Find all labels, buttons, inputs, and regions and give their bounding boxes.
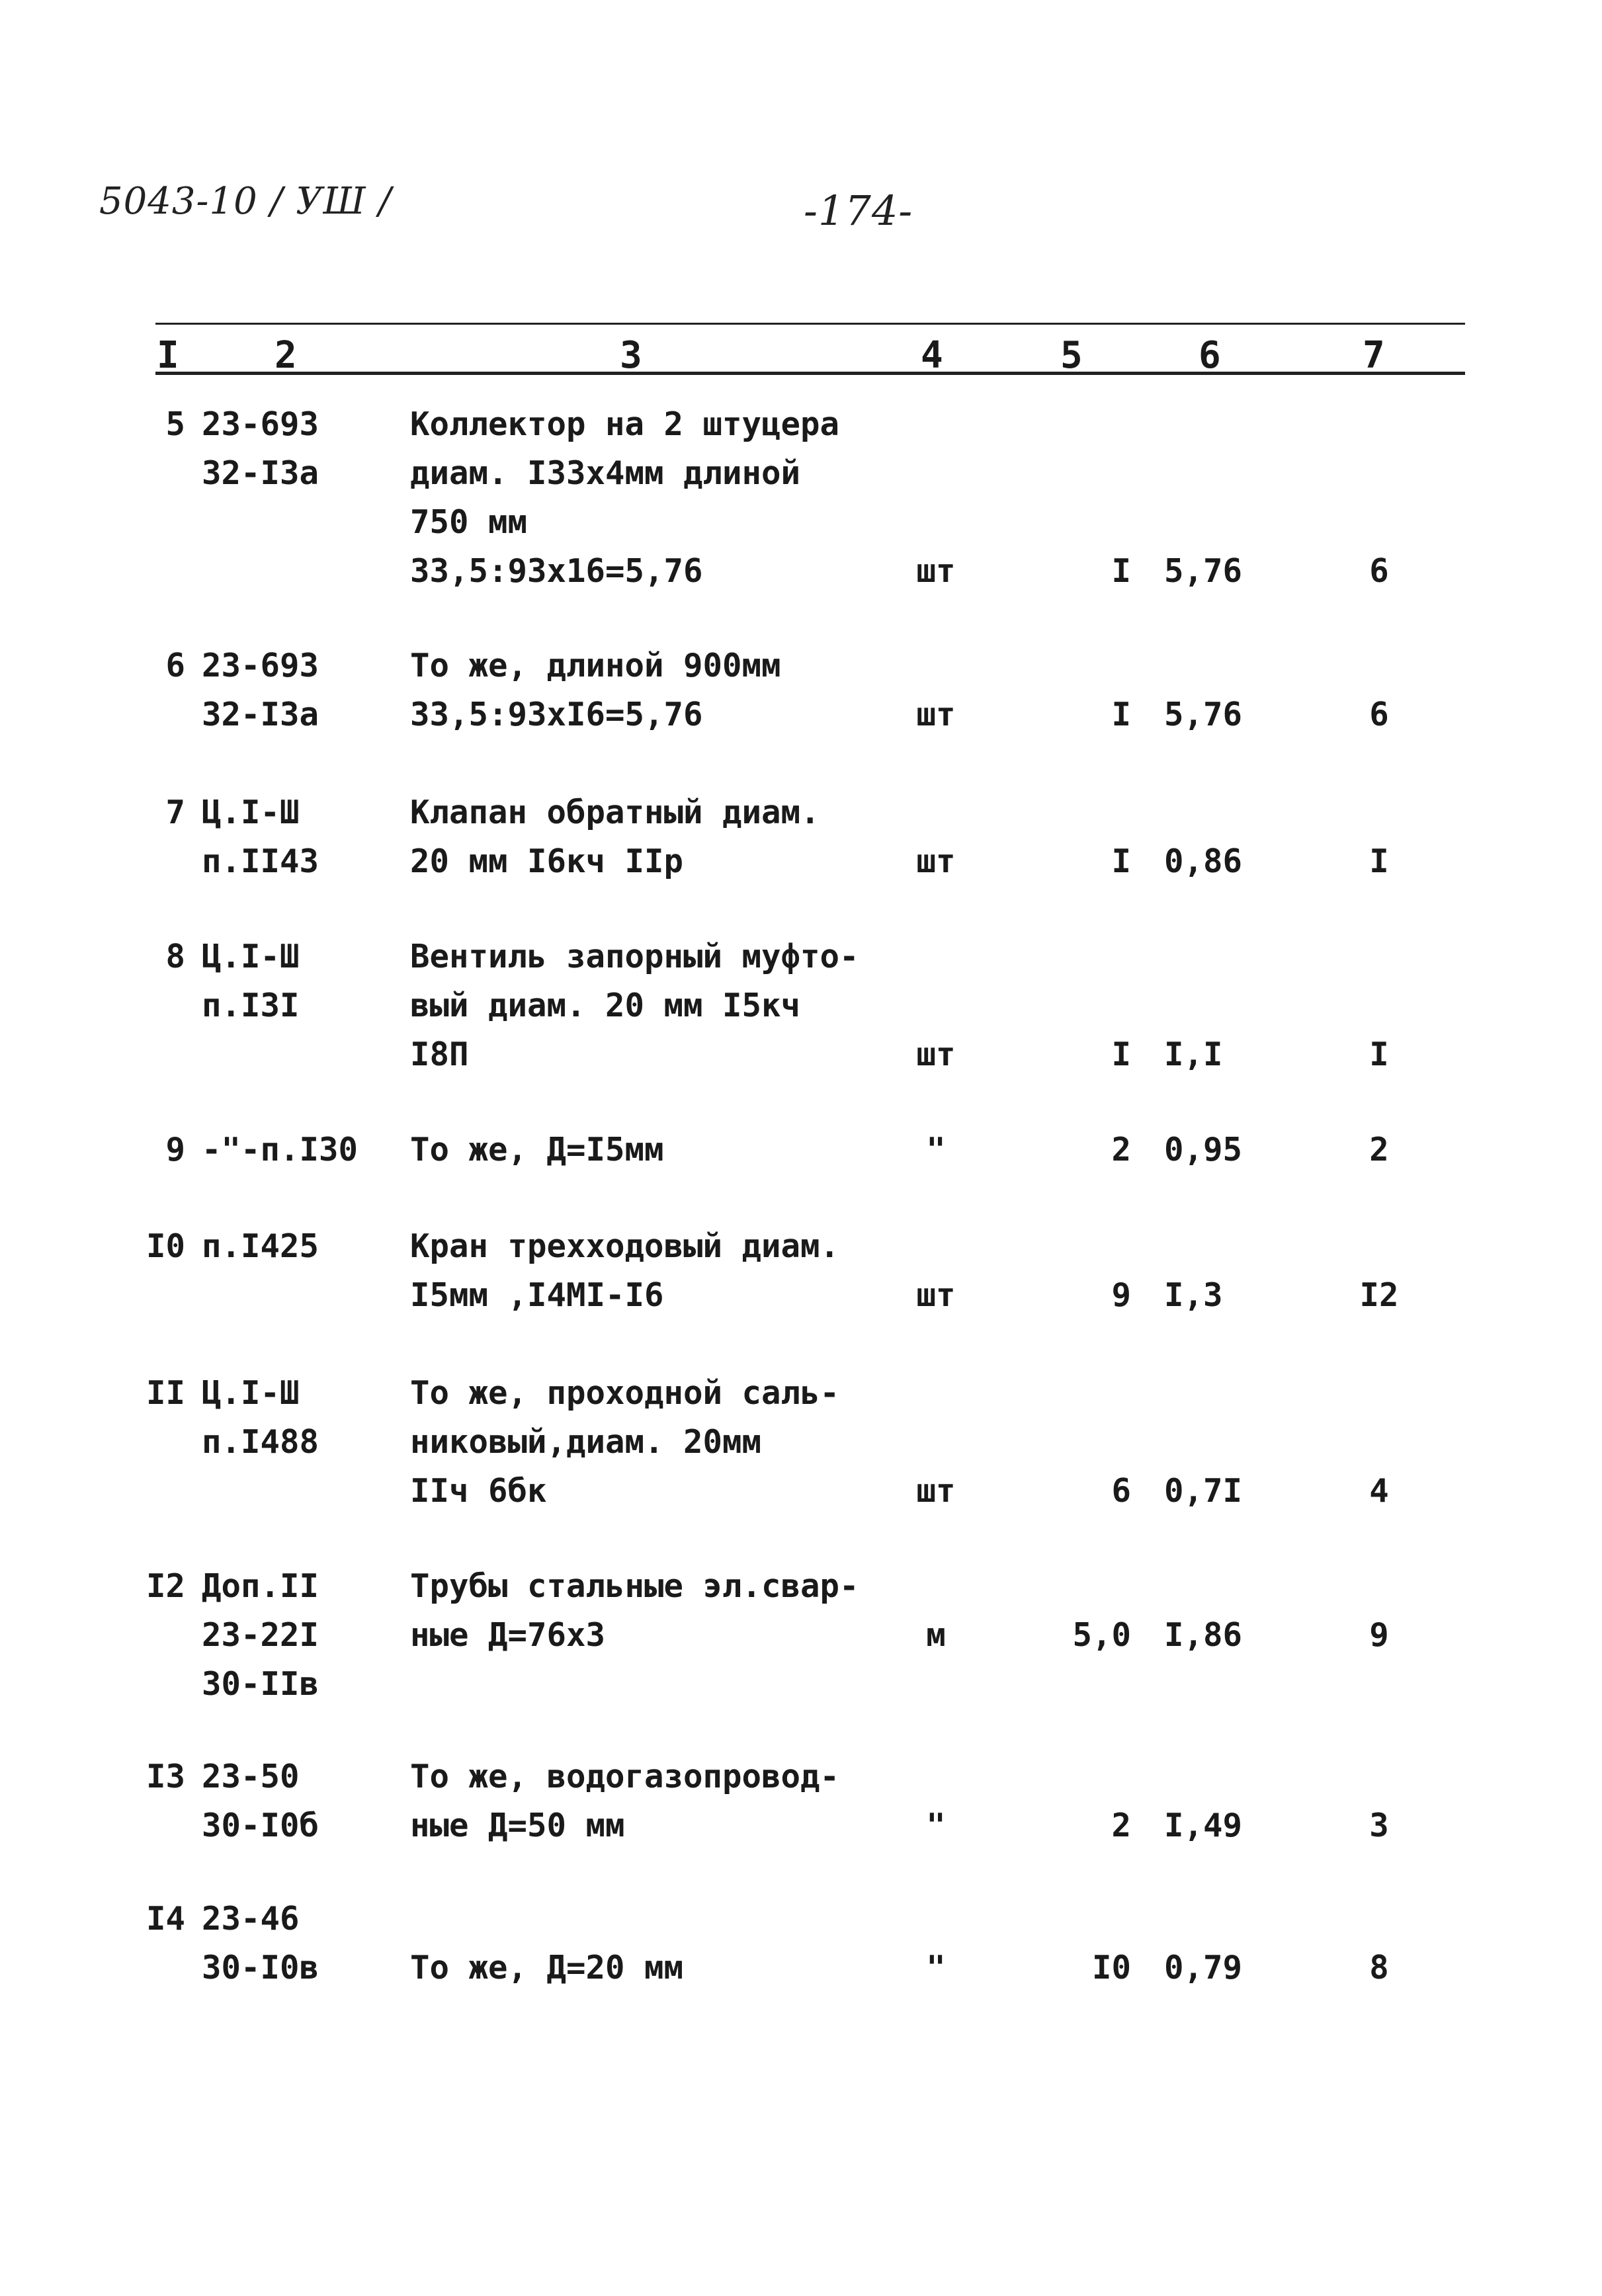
col-header-5: 5: [1060, 334, 1083, 377]
total-value: I: [1369, 842, 1389, 880]
quantity: 2: [1111, 1131, 1131, 1168]
row-number: I2: [146, 1567, 185, 1605]
unit-value: 0,79: [1164, 1949, 1243, 1987]
col-header-1: I: [157, 334, 179, 377]
unit-value: I,3: [1164, 1276, 1223, 1314]
reference-code-line: 23-46: [202, 1900, 300, 1938]
reference-code-line: 23-22I: [202, 1616, 319, 1654]
item-description-line: То же, Д=20 мм: [410, 1949, 684, 1987]
item-description: [410, 788, 939, 886]
quantity: 2: [1111, 1807, 1131, 1844]
reference-code: [202, 1752, 400, 1850]
item-description-line: I8П: [410, 1036, 469, 1073]
reference-code: [202, 1562, 400, 1709]
row-number: 5: [165, 405, 185, 443]
reference-code: [202, 1222, 400, 1271]
col-header-7: 7: [1363, 334, 1385, 377]
unit: шт: [916, 1276, 956, 1314]
document-code: 5043-10 / УШ /: [99, 180, 392, 223]
quantity: 6: [1111, 1472, 1131, 1510]
reference-code-line: 23-693: [202, 405, 319, 443]
reference-code-line: Ц.I-Ш: [202, 1374, 300, 1412]
unit: ": [926, 1949, 946, 1987]
page-number: -174-: [804, 186, 913, 235]
item-description: [410, 1562, 939, 1660]
row-number: I0: [146, 1227, 185, 1265]
reference-code-line: 30-I0в: [202, 1949, 319, 1987]
item-description-line: То же, длиной 900мм: [410, 647, 781, 684]
unit: шт: [916, 1472, 956, 1510]
reference-code: [202, 641, 400, 739]
item-description: [410, 932, 939, 1079]
item-description-line: Трубы стальные эл.свар-: [410, 1567, 859, 1605]
row-number: I3: [146, 1758, 185, 1795]
quantity: I: [1111, 552, 1131, 590]
total-value: 6: [1369, 696, 1389, 733]
item-description-line: никовый,диам. 20мм: [410, 1423, 762, 1461]
item-description-line: 33,5:93хI6=5,76: [410, 696, 703, 733]
unit: шт: [916, 552, 956, 590]
item-description-line: Клапан обратный диам.: [410, 794, 820, 831]
row-number: 6: [165, 647, 185, 684]
unit: шт: [916, 842, 956, 880]
unit-value: 0,86: [1164, 842, 1243, 880]
item-description-line: диам. I33х4мм длиной: [410, 454, 801, 492]
col-header-4: 4: [921, 334, 943, 377]
reference-code-line: Доп.II: [202, 1567, 319, 1605]
reference-code: [202, 1369, 400, 1467]
total-value: 8: [1369, 1949, 1389, 1987]
total-value: 3: [1369, 1807, 1389, 1844]
unit: шт: [916, 1036, 956, 1073]
unit: шт: [916, 696, 956, 733]
item-description-line: Вентиль запорный муфто-: [410, 938, 859, 975]
unit: ": [926, 1131, 946, 1168]
row-number: 8: [165, 938, 185, 975]
reference-code: [202, 932, 400, 1030]
item-description-line: Коллектор на 2 штуцера: [410, 405, 840, 443]
row-number: II: [146, 1374, 185, 1412]
unit-value: 5,76: [1164, 552, 1243, 590]
col-header-3: 3: [620, 334, 642, 377]
reference-code: [202, 788, 400, 886]
total-value: I2: [1359, 1276, 1399, 1314]
total-value: 6: [1369, 552, 1389, 590]
item-description: [410, 1369, 939, 1516]
total-value: 9: [1369, 1616, 1389, 1654]
reference-code: [202, 400, 400, 498]
item-description: [410, 1895, 939, 1992]
row-number: 7: [165, 794, 185, 831]
unit-value: I,I: [1164, 1036, 1223, 1073]
item-description: [410, 1222, 939, 1320]
unit-value: 0,7I: [1164, 1472, 1243, 1510]
item-description: [410, 1126, 939, 1174]
item-description-line: вый диам. 20 мм I5кч: [410, 987, 801, 1024]
item-description-line: Кран трехходовый диам.: [410, 1227, 840, 1265]
unit: м: [926, 1616, 946, 1654]
item-description-line: То же, проходной саль-: [410, 1374, 840, 1412]
reference-code-line: 23-693: [202, 647, 319, 684]
row-number: 9: [165, 1131, 185, 1168]
total-value: 2: [1369, 1131, 1389, 1168]
reference-code-line: п.I488: [202, 1423, 319, 1461]
reference-code-line: 30-I0б: [202, 1807, 319, 1844]
item-description-line: ные Д=76х3: [410, 1616, 606, 1654]
reference-code-line: Ц.I-Ш: [202, 938, 300, 975]
unit-value: I,86: [1164, 1616, 1243, 1654]
item-description-line: 33,5:93х16=5,76: [410, 552, 703, 590]
quantity: I: [1111, 696, 1131, 733]
reference-code-line: 32-I3а: [202, 696, 319, 733]
unit-value: 5,76: [1164, 696, 1243, 733]
quantity: 5,0: [1072, 1616, 1131, 1654]
reference-code-line: п.II43: [202, 842, 319, 880]
total-value: 4: [1369, 1472, 1389, 1510]
item-description: [410, 641, 939, 739]
unit-value: I,49: [1164, 1807, 1243, 1844]
reference-code-line: п.I3I: [202, 987, 300, 1024]
reference-code-line: -"-п.I30: [202, 1131, 358, 1168]
reference-code-line: Ц.I-Ш: [202, 794, 300, 831]
row-number: I4: [146, 1900, 185, 1938]
quantity: 9: [1111, 1276, 1131, 1314]
item-description-line: 750 мм: [410, 503, 528, 541]
col-header-2: 2: [274, 334, 297, 377]
item-description-line: I5мм ,I4МI-I6: [410, 1276, 664, 1314]
unit: ": [926, 1807, 946, 1844]
reference-code-line: 32-I3а: [202, 454, 319, 492]
quantity: I0: [1091, 1949, 1131, 1987]
item-description: [410, 1752, 939, 1850]
total-value: I: [1369, 1036, 1389, 1073]
header-bottom-rule: [155, 372, 1465, 375]
col-header-6: 6: [1199, 334, 1221, 377]
header-top-rule: [155, 323, 1465, 325]
reference-code-line: 23-50: [202, 1758, 300, 1795]
item-description: [410, 400, 939, 596]
unit-value: 0,95: [1164, 1131, 1243, 1168]
quantity: I: [1111, 842, 1131, 880]
item-description-line: ные Д=50 мм: [410, 1807, 625, 1844]
quantity: I: [1111, 1036, 1131, 1073]
item-description-line: 20 мм I6кч IIр: [410, 842, 684, 880]
item-description-line: IIч 6бк: [410, 1472, 547, 1510]
reference-code: [202, 1895, 400, 1992]
reference-code: [202, 1126, 400, 1174]
item-description-line: То же, водогазопровод-: [410, 1758, 840, 1795]
reference-code-line: п.I425: [202, 1227, 319, 1265]
item-description-line: [410, 1895, 939, 1944]
item-description-line: То же, Д=I5мм: [410, 1131, 664, 1168]
reference-code-line: 30-IIв: [202, 1665, 319, 1703]
